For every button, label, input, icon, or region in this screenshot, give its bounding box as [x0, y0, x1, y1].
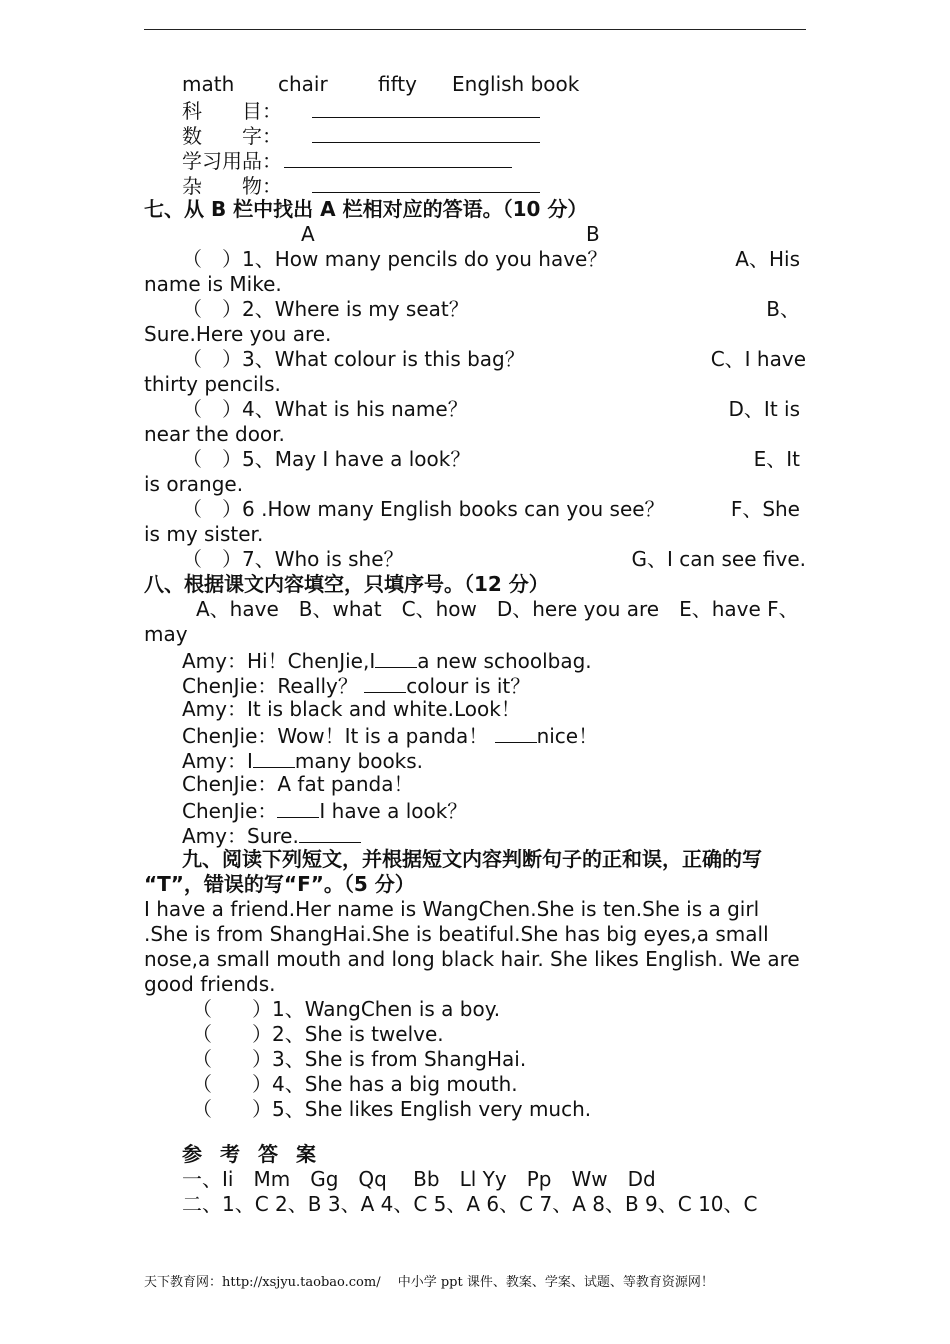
- fill-blank[interactable]: [299, 822, 361, 843]
- section-8-title: 八、根据课文内容填空，只填序号。（12 分）: [144, 572, 549, 596]
- tf-item: （ ）1、WangChen is a boy.: [192, 997, 501, 1021]
- answer-paren[interactable]: （ ）: [192, 1097, 272, 1121]
- match-answer-cont: near the door.: [144, 422, 285, 446]
- options-line-cont: may: [144, 622, 188, 646]
- category-label: 学习用品：: [182, 149, 282, 173]
- match-answer-cont: thirty pencils.: [144, 372, 281, 396]
- tf-item: （ ）3、She is from ShangHai.: [192, 1047, 527, 1071]
- page-footer: 天下教育网：http://xsjyu.taobao.com/ 中小学 ppt 课件、教案、学案、试题、等教育资源网！: [144, 1275, 714, 1290]
- column-b-label: B: [586, 222, 600, 246]
- fill-blank[interactable]: [253, 747, 295, 768]
- section-9-title: 九、阅读下列短文，并根据短文内容判断句子的正和误，正确的写: [182, 847, 762, 871]
- vocab-word: English book: [452, 72, 580, 96]
- vocab-word: chair: [278, 72, 328, 96]
- tf-item: （ ）2、She is twelve.: [192, 1022, 444, 1046]
- dialogue-line: ChenJie：Wow！It is a panda！ nice！: [182, 724, 599, 748]
- document-body: [144, 72, 806, 1217]
- answer-key-line: 二、1、C 2、B 3、A 4、C 5、A 6、C 7、A 8、B 9、C 10、C: [182, 1192, 758, 1216]
- match-question: （ ）6 .How many English books can you see？ F、She: [182, 497, 800, 521]
- answer-blank[interactable]: [312, 172, 540, 193]
- column-headers: [144, 222, 806, 247]
- category-row: [144, 122, 806, 147]
- category-label: 杂 物：: [182, 174, 282, 198]
- reading-passage: I have a friend.Her name is WangChen.She is ten.She is a girl .She is from ShangHai.She is beatiful.She has big eyes,a small nose,a small mouth and long black hair. She likes English. We are good friends.: [144, 897, 800, 996]
- answer-blank[interactable]: [284, 147, 512, 168]
- dialogue-line: Amy：It is black and white.Look！: [182, 697, 521, 721]
- options-line: A、have B、what C、how D、here you are E、have F、: [196, 597, 799, 621]
- dialogue-line: Amy：I many books.: [182, 749, 424, 773]
- match-question: （ ）4、What is his name？ D、It is: [182, 397, 800, 421]
- category-row: [144, 97, 806, 122]
- dialogue-line: Amy：Sure.: [144, 822, 806, 847]
- match-question: （ ）7、Who is she？ G、I can see five.: [182, 547, 806, 571]
- match-answer-cont: is my sister.: [144, 522, 264, 546]
- spacer: [144, 1122, 806, 1142]
- section-7-title: 七、从 B 栏中找出 A 栏相对应的答语。（10 分）: [144, 197, 588, 221]
- fill-blank[interactable]: [277, 797, 319, 818]
- dialogue-line: ChenJie： I have a look？: [182, 799, 468, 823]
- match-question: （ ）1、How many pencils do you have？ A、His: [182, 247, 800, 271]
- category-label: 数 字：: [182, 124, 282, 148]
- answer-paren[interactable]: （ ）: [192, 1047, 272, 1071]
- category-row: [144, 172, 806, 197]
- match-question: （ ）5、May I have a look？ E、It: [182, 447, 800, 471]
- tf-item: （ ）4、She has a big mouth.: [192, 1072, 518, 1096]
- dialogue-line: Amy：Hi！ChenJie,I a new schoolbag.: [182, 649, 592, 673]
- answer-paren[interactable]: （ ）: [192, 997, 272, 1021]
- fill-blank[interactable]: [495, 722, 537, 743]
- answer-key-line: 一、Ii Mm Gg Qq Bb Ll Yy Pp Ww Dd: [182, 1167, 656, 1191]
- vocab-word: fifty: [378, 72, 417, 96]
- match-answer-cont: Sure.Here you are.: [144, 322, 332, 346]
- answer-blank[interactable]: [312, 122, 540, 143]
- match-question: （ ）3、What colour is this bag？ C、I have: [182, 347, 806, 371]
- category-label: 科 目：: [182, 99, 282, 123]
- answer-blank[interactable]: [312, 97, 540, 118]
- match-question: （ ）2、Where is my seat？ B、: [182, 297, 800, 321]
- vocab-words: [144, 72, 806, 97]
- answer-key-title: 参考答案: [182, 1142, 334, 1166]
- tf-item: （ ）5、She likes English very much.: [192, 1097, 592, 1121]
- dialogue-line: ChenJie：Really？ colour is it？: [182, 674, 531, 698]
- category-row: [144, 147, 806, 172]
- match-answer-cont: name is Mike.: [144, 272, 282, 296]
- column-a-label: A: [301, 222, 315, 246]
- match-answer-cont: is orange.: [144, 472, 244, 496]
- header-rule: [144, 29, 806, 30]
- fill-blank[interactable]: [375, 647, 417, 668]
- dialogue-line: ChenJie：A fat panda！: [182, 772, 414, 796]
- fill-blank[interactable]: [364, 672, 406, 693]
- section-9-title-cont: “T”，错误的写“F”。（5 分）: [144, 872, 415, 896]
- vocab-word: math: [182, 72, 235, 96]
- answer-paren[interactable]: （ ）: [192, 1022, 272, 1046]
- answer-paren[interactable]: （ ）: [192, 1072, 272, 1096]
